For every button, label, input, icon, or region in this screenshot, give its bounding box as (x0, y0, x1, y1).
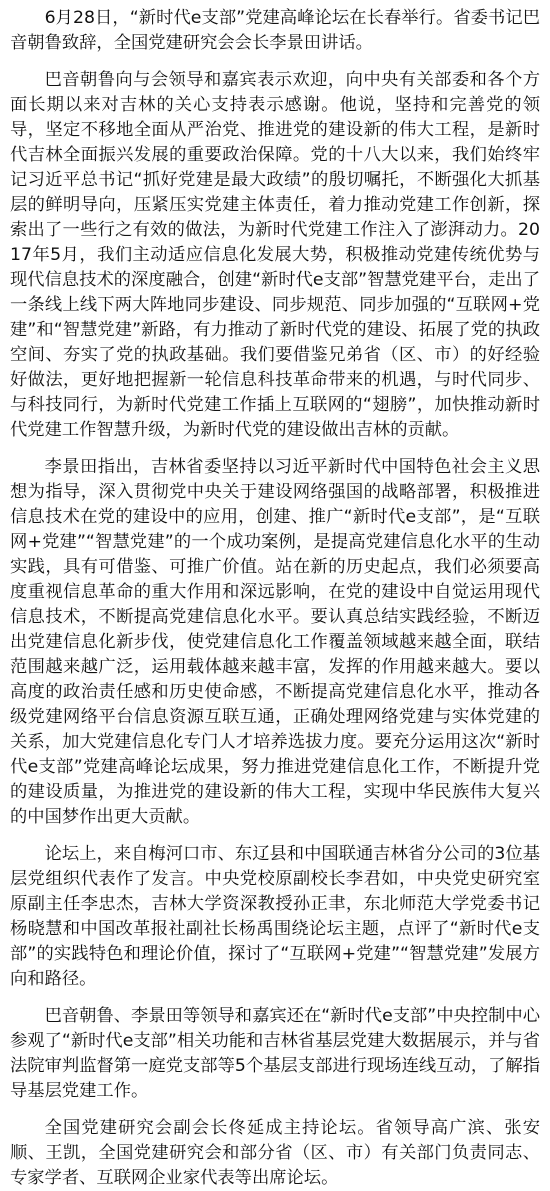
paragraph-li-speech: 李景田指出，吉林省委坚持以习近平新时代中国特色社会主义思想为指导，深入贯彻党中央关于建设网络强国的战略部署，积极推进信息技术在党的建设中的应用，创建、推广“新时代e支部”，是“互联网+党建”“智慧党建”的一个成功案例，是提高党建信息化水平的生动实践，具有可借鉴、可推广价值。站在新的历史起点，我们必须要高度重视信息革命的重大作用和深远影响，在党的建设中自觉运用现代信息技术，不断提高党建信息化水平。要认真总结实践经验，不断迈出党建信息化新步伐，使党建信息化工作覆盖领域越来越全面，联结范围越来越广泛，运用载体越来越丰富，发挥的作用越来越大。要以高度的政治责任感和历史使命感，不断提高党建信息化水平，推动各级党建网络平台信息资源互联互通，正确处理网络党建与实体党建的关系，加大党建信息化专门人才培养选拔力度。要充分运用这次“新时代e支部”党建高峰论坛成果，努力推进党建信息化工作，不断提升党的建设质量，为推进党的建设新的伟大工程，实现中华民族伟大复兴的中国梦作出更大贡献。 (10, 457, 540, 827)
paragraph-forum-speakers: 论坛上，来自梅河口市、东辽县和中国联通吉林省分公司的3位基层党组织代表作了发言。中央党校原副校长李君如，中央党史研究室原副主任李忠杰，吉林大学资深教授孙正聿，东北师范大学党委书记杨晓慧和中国改革报社副社长杨禹围绕论坛主题，点评了“新时代e支部”的实践特色和理论价值，探讨了“互联网+党建”“智慧党建”发展方向和路径。 (10, 844, 540, 989)
paragraph-visit: 巴音朝鲁、李景田等领导和嘉宾还在“新时代e支部”中央控制中心参观了“新时代e支部”相关功能和吉林省基层党建大数据展示，并与省法院审判监督第一庭党支部等5个基层支部进行现场连线互动，了解指导基层党建工作。 (10, 1006, 540, 1101)
paragraph-intro: 6月28日，“新时代e支部”党建高峰论坛在长春举行。省委书记巴音朝鲁致辞，全国党建研究会会长李景田讲话。 (10, 8, 540, 53)
paragraph-attendees: 全国党建研究会副会长佟延成主持论坛。省领导高广滨、张安顺、王凯，全国党建研究会和部分省（区、市）有关部门负责同志、专家学者、互联网企业家代表等出席论坛。 (10, 1118, 540, 1188)
paragraph-bayin-speech: 巴音朝鲁向与会领导和嘉宾表示欢迎，向中央有关部委和各个方面长期以来对吉林的关心支持表示感谢。他说，坚持和完善党的领导，坚定不移地全面从严治党、推进党的建设新的伟大工程，是新时代吉林全面振兴发展的重要政治保障。党的十八大以来，我们始终牢记习近平总书记“抓好党建是最大政绩”的殷切嘱托，不断强化大抓基层的鲜明导向，压紧压实党建主体责任，着力推动党建工作创新，探索出了一些行之有效的做法，为新时代党建工作注入了澎湃动力。2017年5月，我们主动适应信息化发展大势，积极推动党建传统优势与现代信息技术的深度融合，创建“新时代e支部”智慧党建平台，走出了一条线上线下两大阵地同步建设、同步规范、同步加强的“互联网+党建”和“智慧党建”新路，有力推动了新时代党的建设、拓展了党的执政空间、夯实了党的执政基础。我们要借鉴兄弟省（区、市）的好经验好做法，更好地把握新一轮信息科技革命带来的机遇，与时代同步、与科技同行，为新时代党建工作插上互联网的“翅膀”，加快推动新时代党建工作智慧升级，为新时代党的建设做出吉林的贡献。 (10, 70, 540, 440)
